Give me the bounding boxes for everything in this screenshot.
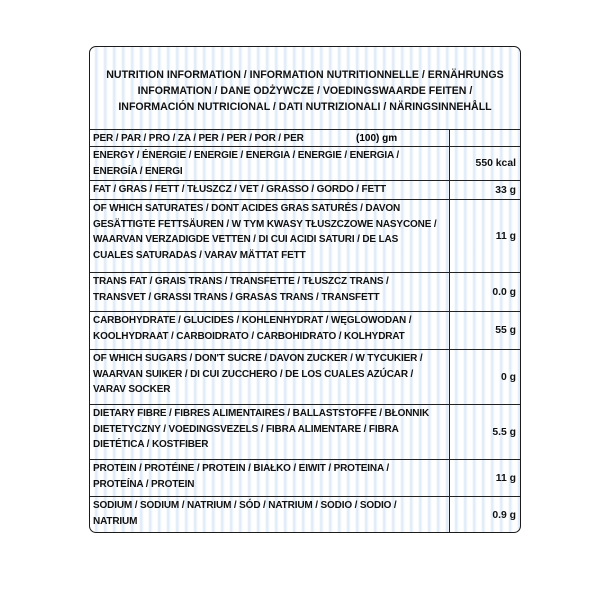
per-label: PER / PAR / PRO / ZA / PER / PER / POR / PER <box>93 133 304 144</box>
nutrient-name-line: DIETARY FIBRE / FIBRES ALIMENTAIRES / BALLASTSTOFFE / BŁONNIK <box>93 408 430 419</box>
nutrient-name <box>93 312 445 349</box>
nutrient-value: 33 g <box>495 184 516 196</box>
nutrient-row-carbohydrate <box>90 311 520 349</box>
nutrient-name-line: ENERGY / ÉNERGIE / ENERGIE / ENERGIA / ENERGIE / ENERGIA / <box>93 150 399 161</box>
nutrient-value: 5.5 g <box>492 426 516 438</box>
per-amount: (100) gm <box>356 133 398 144</box>
nutrient-row-trans-fat <box>90 272 520 311</box>
nutrient-row-energy <box>90 146 520 180</box>
nutrient-name <box>93 350 445 404</box>
nutrient-name <box>93 181 445 199</box>
nutrient-name-line: OF WHICH SATURATES / DONT ACIDES GRAS SATURÉS / DAVON <box>93 203 401 214</box>
nutrient-row-sodium <box>90 496 520 533</box>
nutrition-label <box>89 46 521 533</box>
header-line: NUTRITION INFORMATION / INFORMATION NUTRITIONNELLE / ERNÄHRUNGS <box>106 69 504 81</box>
nutrient-name-line: PROTEIN / PROTÉINE / PROTEIN / BIAŁKO / EIWIT / PROTEINA / <box>93 463 389 474</box>
nutrient-value: 550 kcal <box>475 158 516 169</box>
nutrient-row-sugars <box>90 349 520 404</box>
header-line: INFORMACIÓN NUTRICIONAL / DATI NUTRIZIONALI / NÄRINGSINNEHÅLL <box>118 101 492 113</box>
nutrient-name-line: SODIUM / SODIUM / NATRIUM / SÓD / NATRIUM / SODIO / SODIO / <box>93 500 397 511</box>
nutrient-name <box>93 405 445 459</box>
nutrient-name-line: WAARVAN SUIKER / DI CUI ZUCCHERO / DE LOS CUALES AZÚCAR / <box>93 368 414 380</box>
nutrient-name-line: VARAV SOCKER <box>93 384 171 396</box>
nutrient-name-line: TRANSVET / GRASSI TRANS / GRASAS TRANS / TRANSFETT <box>93 291 380 303</box>
nutrient-name <box>93 273 445 311</box>
nutrient-name-line: KOOLHYDRAAT / CARBOIDRATO / CARBOHIDRATO / KOLHYDRAT <box>93 330 405 342</box>
nutrient-value: 0.9 g <box>492 510 516 521</box>
nutrient-value: 55 g <box>495 325 516 336</box>
nutrient-name-line: DIETETYCZNY / VOEDINGSVEZELS / FIBRA ALIMENTARE / FIBRA <box>93 423 399 435</box>
nutrient-name-line: FAT / GRAS / FETT / TŁUSZCZ / VET / GRASSO / GORDO / FETT <box>93 184 386 195</box>
nutrient-row-fat <box>90 180 520 199</box>
nutrient-name-line: CUALES SATURADAS / VARAV MÄTTAT FETT <box>93 249 306 261</box>
nutrient-name-line: ENERGÍA / ENERGI <box>93 165 183 177</box>
nutrient-name <box>93 147 445 180</box>
nutrient-name-line: WAARVAN VERZADIGDE VETTEN / DI CUI ACIDI SATURI / DE LAS <box>93 234 399 246</box>
nutrient-name-line: PROTEÍNA / PROTEIN <box>93 478 195 490</box>
nutrient-value: 0 g <box>500 371 516 383</box>
header-line: INFORMATION / DANE ODŻYWCZE / VOEDINGSWAARDE FEITEN / <box>137 85 473 97</box>
nutrient-row-protein <box>90 459 520 496</box>
nutrient-name-line: OF WHICH SUGARS / DON'T SUCRE / DAVON ZUCKER / W TYCUKIER / <box>93 353 423 364</box>
nutrient-row-saturates <box>90 199 520 272</box>
nutrient-name-line: TRANS FAT / GRAIS TRANS / TRANSFETTE / TŁUSZCZ TRANS / <box>93 276 389 287</box>
nutrient-name-line: DIETÉTICA / KOSTFIBER <box>93 439 209 451</box>
nutrient-name <box>93 200 445 272</box>
per-row <box>90 129 520 146</box>
nutrient-name-line: CARBOHYDRATE / GLUCIDES / KOHLENHYDRAT / WĘGLOWODAN / <box>93 315 412 326</box>
label-header <box>90 47 520 129</box>
nutrient-name <box>93 497 445 533</box>
nutrient-name <box>93 460 445 496</box>
nutrient-value: 0.0 g <box>492 286 516 298</box>
nutrient-value: 11 g <box>495 472 516 484</box>
nutrient-name-line: NATRIUM <box>93 515 138 527</box>
nutrient-row-fibre <box>90 404 520 459</box>
nutrient-name-line: GESÄTTIGTE FETTSÄUREN / W TYM KWASY TŁUSZCZOWE NASYCONE / <box>93 218 437 230</box>
nutrient-value: 11 g <box>495 230 516 242</box>
